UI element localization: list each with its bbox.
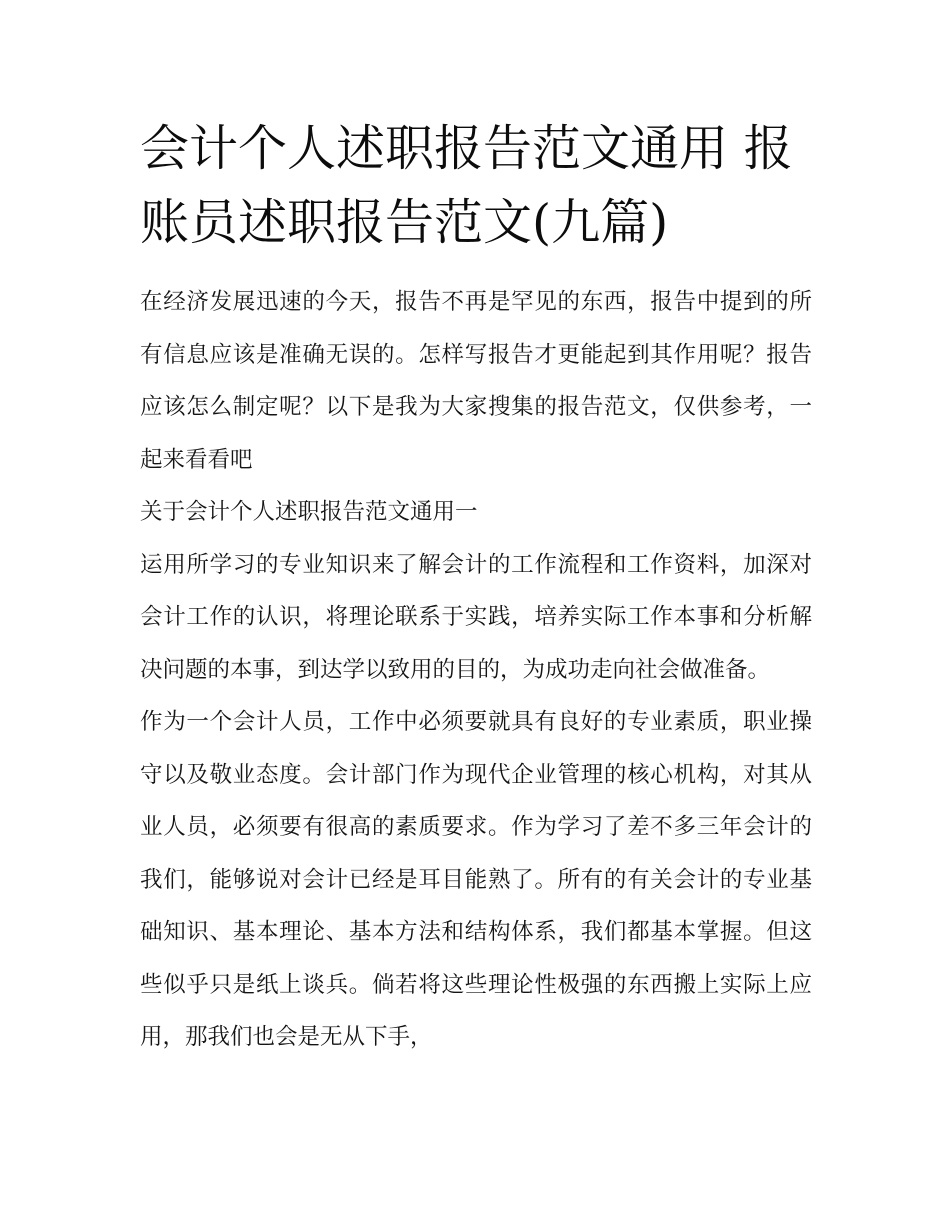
body-paragraph: 运用所学习的专业知识来了解会计的工作流程和工作资料，加深对会计工作的认识，将理论联系于实践，培养实际工作本事和分析解决问题的本事，到达学以致用的目的，为成功走向社会做准备。	[140, 551, 812, 683]
document-body	[140, 112, 812, 1064]
body-paragraph: 作为一个会计人员，工作中必须要就具有良好的专业素质，职业操守以及敬业态度。会计部门作为现代企业管理的核心机构，对其从业人员，必须要有很高的素质要求。作为学习了差不多三年会计的我们，能够说对会计已经是耳目能熟了。所有的有关会计的专业基础知识、基本理论、基本方法和结构体系，我们都基本掌握。但这些似乎只是纸上谈兵。倘若将这些理论性极强的东西搬上实际上应用，那我们也会是无从下手，	[140, 709, 812, 1050]
section-heading: 关于会计个人述职报告范文通用一	[140, 499, 478, 525]
intro-paragraph: 在经济发展迅速的今天，报告不再是罕见的东西，报告中提到的所有信息应该是准确无误的。怎样写报告才更能起到其作用呢？报告应该怎么制定呢？以下是我为大家搜集的报告范文，仅供参考，一起来看看吧	[140, 289, 812, 473]
document-title: 会计个人述职报告范文通用 报账员述职报告范文(九篇)	[140, 120, 793, 251]
